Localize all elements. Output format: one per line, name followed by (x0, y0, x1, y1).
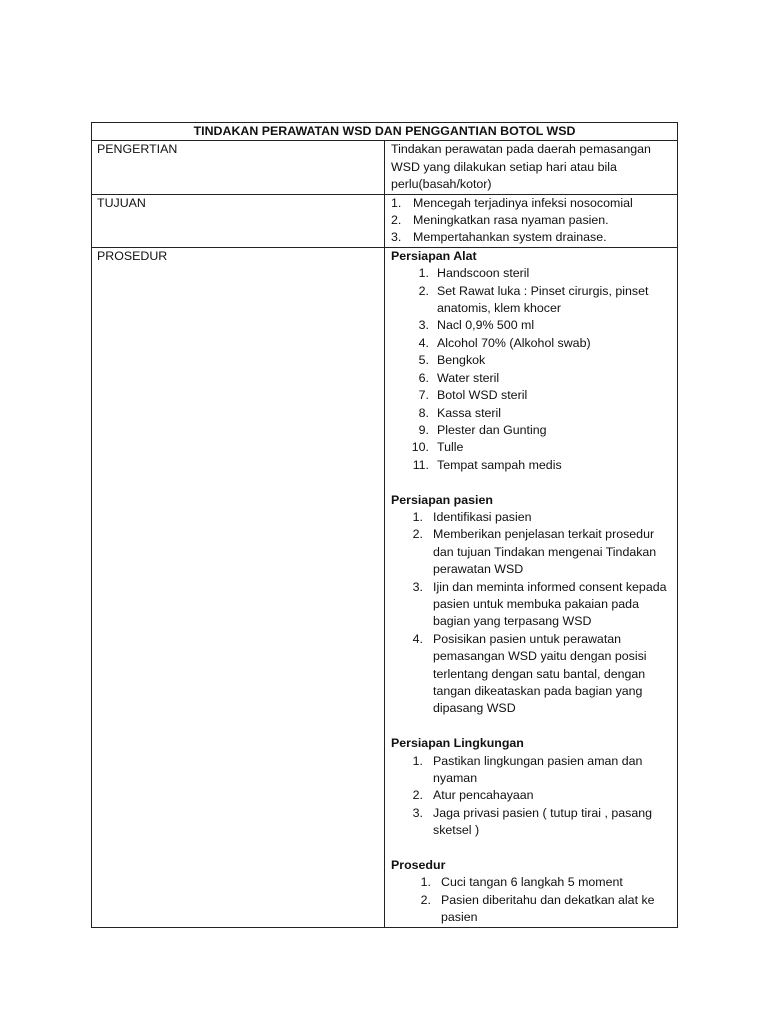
row-tujuan (92, 194, 678, 247)
list-item: 9. Plester dan Gunting (418, 422, 547, 437)
procedure-table (91, 122, 678, 928)
heading-prosedur: Prosedur (391, 858, 446, 873)
document-title: TINDAKAN PERAWATAN WSD DAN PENGGANTIAN BOTOL WSD (92, 123, 678, 141)
list-item: 1. Mencegah terjadinya infeksi nosocomial (391, 195, 633, 210)
list-item: 8. Kassa steril (418, 405, 502, 420)
list-item: 4. Alcohol 70% (Alkohol swab) (418, 335, 591, 350)
heading-persiapan-pasien: Persiapan pasien (391, 492, 493, 507)
row-pengertian (92, 141, 678, 194)
persiapan-alat-list (391, 265, 673, 474)
list-item: 3. Jaga privasi pasien ( tutup tirai , pasang sketsel ) (412, 805, 653, 838)
prosedur-steps-list (391, 874, 673, 926)
list-item: 5. Bengkok (418, 353, 486, 368)
heading-persiapan-lingkungan: Persiapan Lingkungan (391, 736, 524, 751)
list-item: 3. Mempertahankan system drainase. (391, 230, 607, 245)
row-prosedur (92, 247, 678, 927)
label-tujuan: TUJUAN (92, 194, 385, 247)
value-pengertian: Tindakan perawatan pada daerah pemasangan WSD yang dilakukan setiap hari atau bila perlu(basah/kotor) (385, 141, 678, 194)
list-item: 10. Tulle (411, 440, 464, 455)
tujuan-list (391, 195, 673, 247)
list-item: 4. Posisikan pasien untuk perawatan pemasangan WSD yaitu dengan posisi terlentang dengan satu bantal, dengan tangan dikeataskan pada bagian yang dipasang WSD (412, 631, 647, 716)
value-tujuan (385, 194, 678, 247)
list-item: 6. Water steril (418, 370, 500, 385)
list-item: 2. Memberikan penjelasan terkait prosedur dan tujuan Tindakan mengenai Tindakan perawatan WSD (412, 527, 657, 577)
list-item: 2. Pasien diberitahu dan dekatkan alat ke pasien (420, 892, 655, 925)
list-item: 1. Identifikasi pasien (412, 509, 532, 524)
list-item: 1. Cuci tangan 6 langkah 5 moment (420, 875, 623, 890)
label-prosedur: PROSEDUR (92, 247, 385, 927)
label-pengertian: PENGERTIAN (92, 141, 385, 194)
list-item: 3. Ijin dan meminta informed consent kepada pasien untuk membuka pakaian pada bagian yang terpasang WSD (412, 579, 667, 629)
persiapan-pasien-list (391, 509, 673, 718)
value-prosedur (385, 247, 678, 927)
list-item: 3. Nacl 0,9% 500 ml (418, 318, 535, 333)
list-item: 1. Handscoon steril (418, 266, 530, 281)
list-item: 1. Pastikan lingkungan pasien aman dan nyaman (412, 753, 643, 785)
title-row (92, 123, 678, 141)
list-item: 2. Set Rawat luka : Pinset cirurgis, pinset anatomis, klem khocer (418, 283, 649, 316)
persiapan-lingkungan-list (391, 753, 673, 840)
heading-persiapan-alat: Persiapan Alat (391, 248, 477, 263)
list-item: 11. Tempat sampah medis (412, 457, 562, 472)
list-item: 2. Atur pencahayaan (412, 788, 534, 803)
list-item: 2. Meningkatkan rasa nyaman pasien. (391, 213, 609, 228)
list-item: 7. Botol WSD steril (418, 388, 528, 403)
